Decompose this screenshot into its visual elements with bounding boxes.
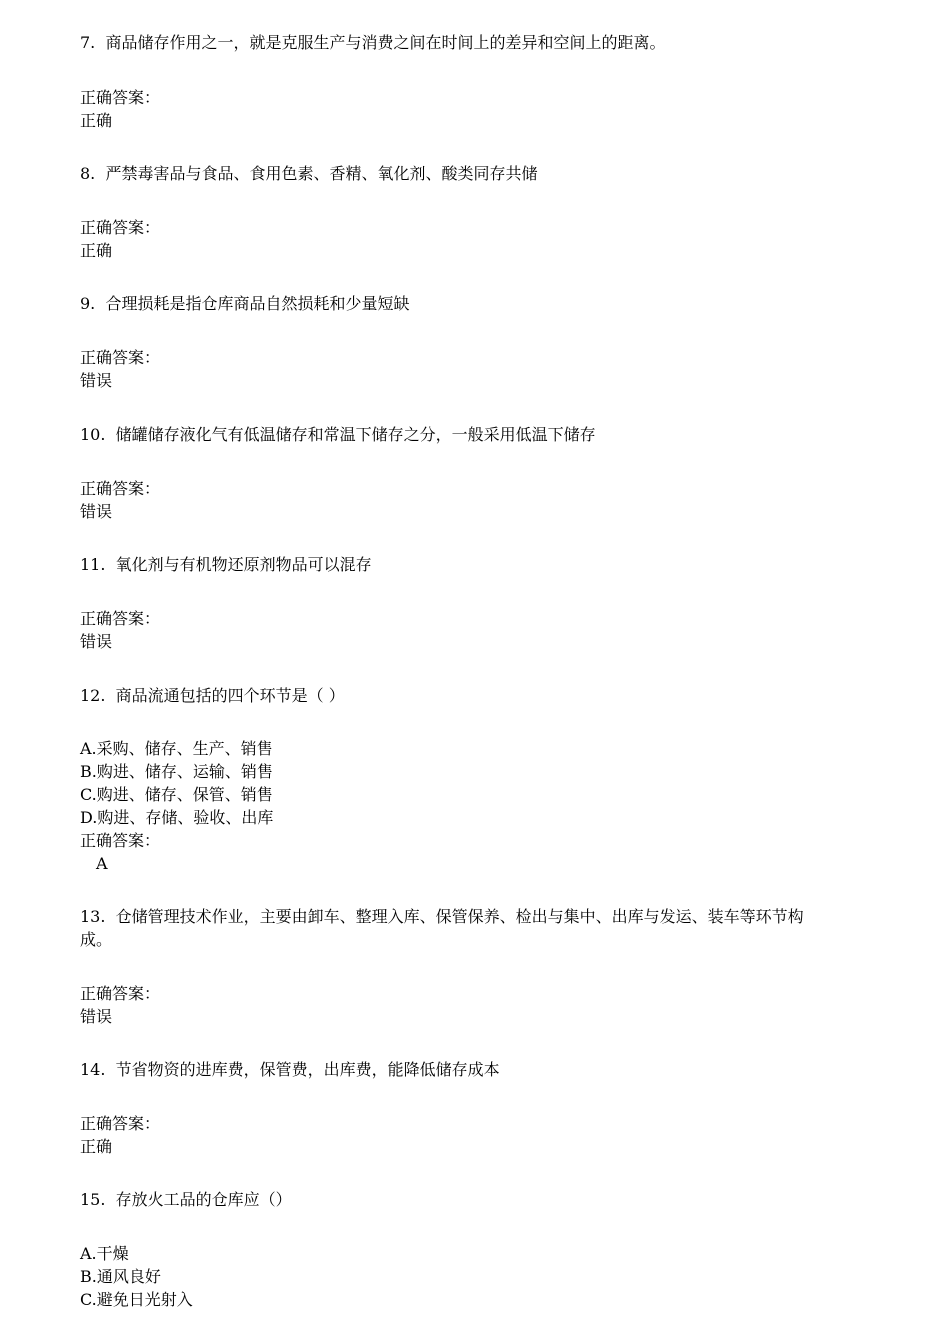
question-number: 12. bbox=[80, 686, 106, 705]
question-body: 商品流通包括的四个环节是（ ） bbox=[115, 686, 345, 705]
answer-value: 错误 bbox=[80, 371, 113, 390]
question-number: 15. bbox=[80, 1190, 106, 1209]
question-body: 氧化剂与有机物还原剂物品可以混存 bbox=[115, 555, 372, 574]
question-14 bbox=[80, 1058, 880, 1081]
option-c: C.避免日光射入 bbox=[80, 1290, 193, 1309]
answer-block-10 bbox=[80, 477, 880, 523]
answer-block-8 bbox=[80, 216, 880, 262]
answer-value: A bbox=[96, 854, 108, 873]
options-block-12 bbox=[80, 737, 880, 875]
question-body: 仓储管理技术作业，主要由卸车、整理入库、保管保养、检出与集中、出库与发运、装车等环节构 bbox=[115, 907, 804, 926]
answer-value: 错误 bbox=[80, 1007, 113, 1026]
answer-block-9 bbox=[80, 346, 880, 392]
question-number: 14. bbox=[80, 1060, 106, 1079]
option-d: D.购进、存储、验收、出库 bbox=[80, 808, 274, 827]
answer-label: 正确答案： bbox=[80, 984, 161, 1003]
question-15 bbox=[80, 1188, 880, 1211]
answer-value: 错误 bbox=[80, 502, 113, 521]
question-number: 13. bbox=[80, 907, 106, 926]
question-text bbox=[80, 553, 880, 576]
answer-block-11 bbox=[80, 607, 880, 653]
question-8 bbox=[80, 162, 880, 185]
question-9 bbox=[80, 292, 880, 315]
question-12 bbox=[80, 684, 880, 707]
question-text bbox=[80, 684, 880, 707]
question-text bbox=[80, 162, 880, 185]
question-body: 严禁毒害品与食品、食用色素、香精、氧化剂、酸类同存共储 bbox=[105, 164, 538, 183]
question-number: 11. bbox=[80, 555, 106, 574]
option-b: B.购进、储存、运输、销售 bbox=[80, 762, 273, 781]
question-text-continued: 成。 bbox=[80, 930, 113, 949]
answer-value: 错误 bbox=[80, 632, 113, 651]
question-number: 10. bbox=[80, 425, 106, 444]
question-10 bbox=[80, 423, 880, 446]
question-body: 储罐储存液化气有低温储存和常温下储存之分，一般采用低温下储存 bbox=[115, 425, 596, 444]
answer-label: 正确答案： bbox=[80, 348, 161, 367]
answer-label: 正确答案： bbox=[80, 1114, 161, 1133]
option-c: C.购进、储存、保管、销售 bbox=[80, 785, 273, 804]
question-number: 8. bbox=[80, 164, 96, 183]
question-number: 9. bbox=[80, 294, 96, 313]
answer-block-14 bbox=[80, 1112, 880, 1158]
question-body: 节省物资的进库费，保管费，出库费，能降低储存成本 bbox=[115, 1060, 500, 1079]
question-7 bbox=[80, 31, 880, 54]
answer-value: 正确 bbox=[80, 1137, 113, 1156]
answer-label: 正确答案： bbox=[80, 609, 161, 628]
question-text bbox=[80, 292, 880, 315]
question-number: 7. bbox=[80, 33, 96, 52]
answer-value: 正确 bbox=[80, 241, 113, 260]
question-body: 商品储存作用之一，就是克服生产与消费之间在时间上的差异和空间上的距离。 bbox=[105, 33, 666, 52]
question-text bbox=[80, 905, 880, 928]
question-13 bbox=[80, 905, 880, 951]
question-text bbox=[80, 1058, 880, 1081]
options-block-15 bbox=[80, 1242, 880, 1311]
answer-block-7 bbox=[80, 86, 880, 132]
question-text bbox=[80, 1188, 880, 1211]
answer-label: 正确答案： bbox=[80, 88, 161, 107]
question-body: 存放火工品的仓库应（） bbox=[115, 1190, 292, 1209]
option-a: A.采购、储存、生产、销售 bbox=[80, 739, 273, 758]
question-11 bbox=[80, 553, 880, 576]
answer-value: 正确 bbox=[80, 111, 113, 130]
answer-label: 正确答案： bbox=[80, 479, 161, 498]
answer-block-13 bbox=[80, 982, 880, 1028]
answer-label: 正确答案： bbox=[80, 831, 161, 850]
question-text bbox=[80, 423, 880, 446]
option-a: A.干燥 bbox=[80, 1244, 129, 1263]
question-body: 合理损耗是指仓库商品自然损耗和少量短缺 bbox=[105, 294, 410, 313]
answer-label: 正确答案： bbox=[80, 218, 161, 237]
question-text bbox=[80, 31, 880, 54]
option-b: B.通风良好 bbox=[80, 1267, 161, 1286]
